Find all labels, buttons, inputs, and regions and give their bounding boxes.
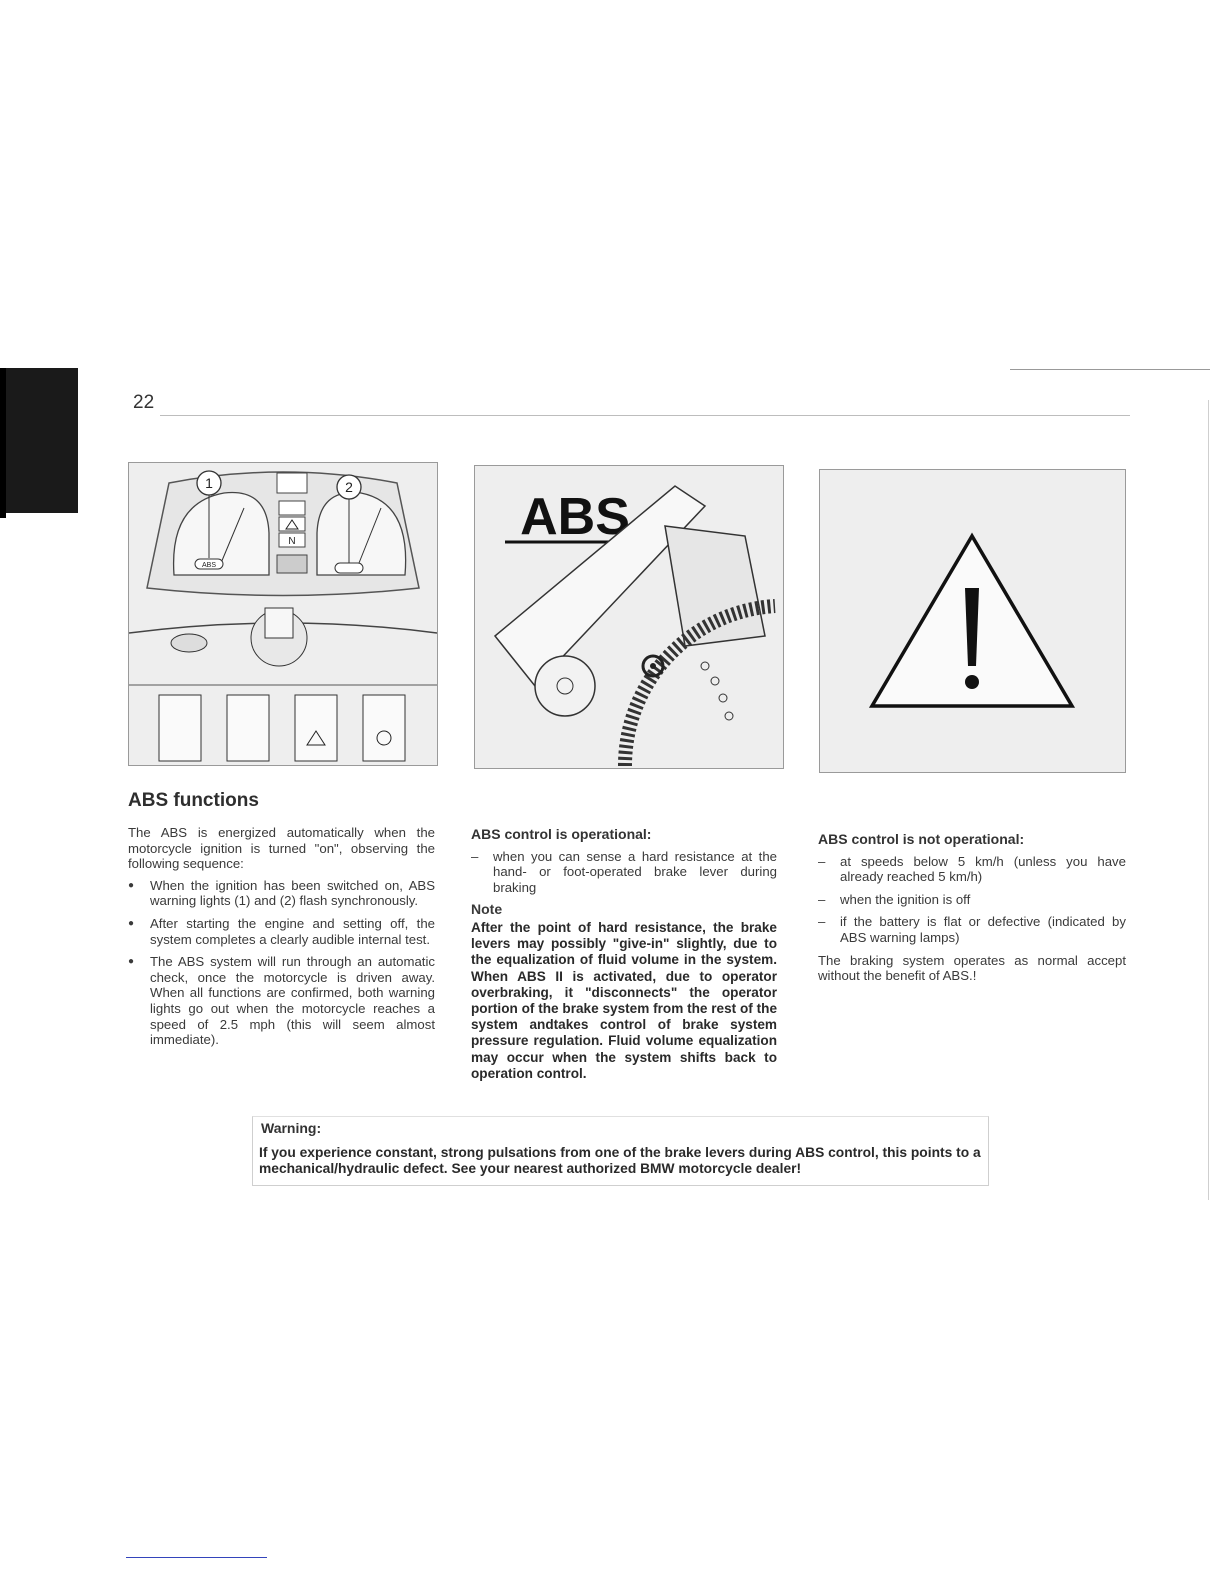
instrument-cluster-figure (128, 462, 438, 766)
chapter-tab-edge (0, 368, 6, 518)
warning-title: Warning: (261, 1120, 322, 1136)
callout-2: 2 (345, 479, 353, 495)
abs-sensor-figure (474, 465, 784, 769)
instrument-cluster-illustration (129, 463, 437, 765)
list-item: – at speeds below 5 km/h (unless you have already reached 5 km/h) (818, 854, 1126, 885)
not-operational-heading: ABS control is not operational: (818, 831, 1025, 847)
list-item: – when the ignition is off (818, 892, 1126, 908)
abs-sensor-illustration (475, 466, 783, 768)
intro-paragraph: The ABS is energized automatically when the motorcycle ignition is turned "on", observing the following sequence: (128, 825, 435, 872)
chapter-tab (0, 368, 78, 513)
callout-1: 1 (205, 475, 213, 491)
column-abs-functions (128, 825, 435, 1055)
note-label: Note (471, 901, 503, 918)
page-edge-rule-right (1208, 400, 1209, 1200)
list-item: – if the battery is flat or defective (indicated by ABS warning lamps) (818, 914, 1126, 945)
warning-text: If you experience constant, strong pulsations from one of the brake levers during ABS control, this points to a mechanical/hydraulic defect. See your nearest authorized BMW motorcycle dealer! (259, 1145, 981, 1176)
list-item: – when you can sense a hard resistance at the hand- or foot-operated brake lever during braking (471, 849, 777, 896)
svg-text:N: N (288, 536, 296, 547)
abs-logo: ABS (520, 488, 630, 546)
warning-box (252, 1116, 989, 1186)
header-rule (160, 415, 1130, 416)
page-edge-rule (1010, 369, 1210, 370)
list-item: ● The ABS system will run through an automatic check, once the motorcycle is driven away. When all functions are confirmed, both warning lights go out when the motorcycle reaches a speed of 2.5 mph (this will seem almost immediate). (128, 954, 435, 1048)
abs-lamp-label: ABS (201, 562, 217, 569)
column-operational (471, 827, 777, 1082)
closing-paragraph: The braking system operates as normal accept without the benefit of ABS.! (818, 952, 1126, 984)
operational-heading: ABS control is operational: (471, 826, 652, 842)
warning-triangle-icon (820, 470, 1125, 772)
list-item: ● When the ignition has been switched on, ABS warning lights (1) and (2) flash synchronously. (128, 878, 435, 909)
footer-rule (126, 1557, 267, 1558)
page-number: 22 (133, 392, 155, 413)
operational-list (471, 849, 777, 896)
not-operational-list (818, 854, 1126, 946)
note-text: After the point of hard resistance, the brake levers may possibly "give-in" slightly, due to the equalization of fluid volume in the system. When ABS II is activated, due to operator overbraking, it "disconnects" the operator portion of the brake system from the rest of the system andtakes control of brake system pressure regulation. Fluid volume equalization may occur when the system shifts back to operation control. (471, 919, 777, 1081)
warning-triangle-figure (819, 469, 1126, 773)
sequence-list (128, 878, 435, 1048)
list-item: ● After starting the engine and setting off, the system completes a clearly audible internal test. (128, 916, 435, 947)
column-not-operational (818, 832, 1126, 990)
section-title: ABS functions (128, 790, 259, 811)
